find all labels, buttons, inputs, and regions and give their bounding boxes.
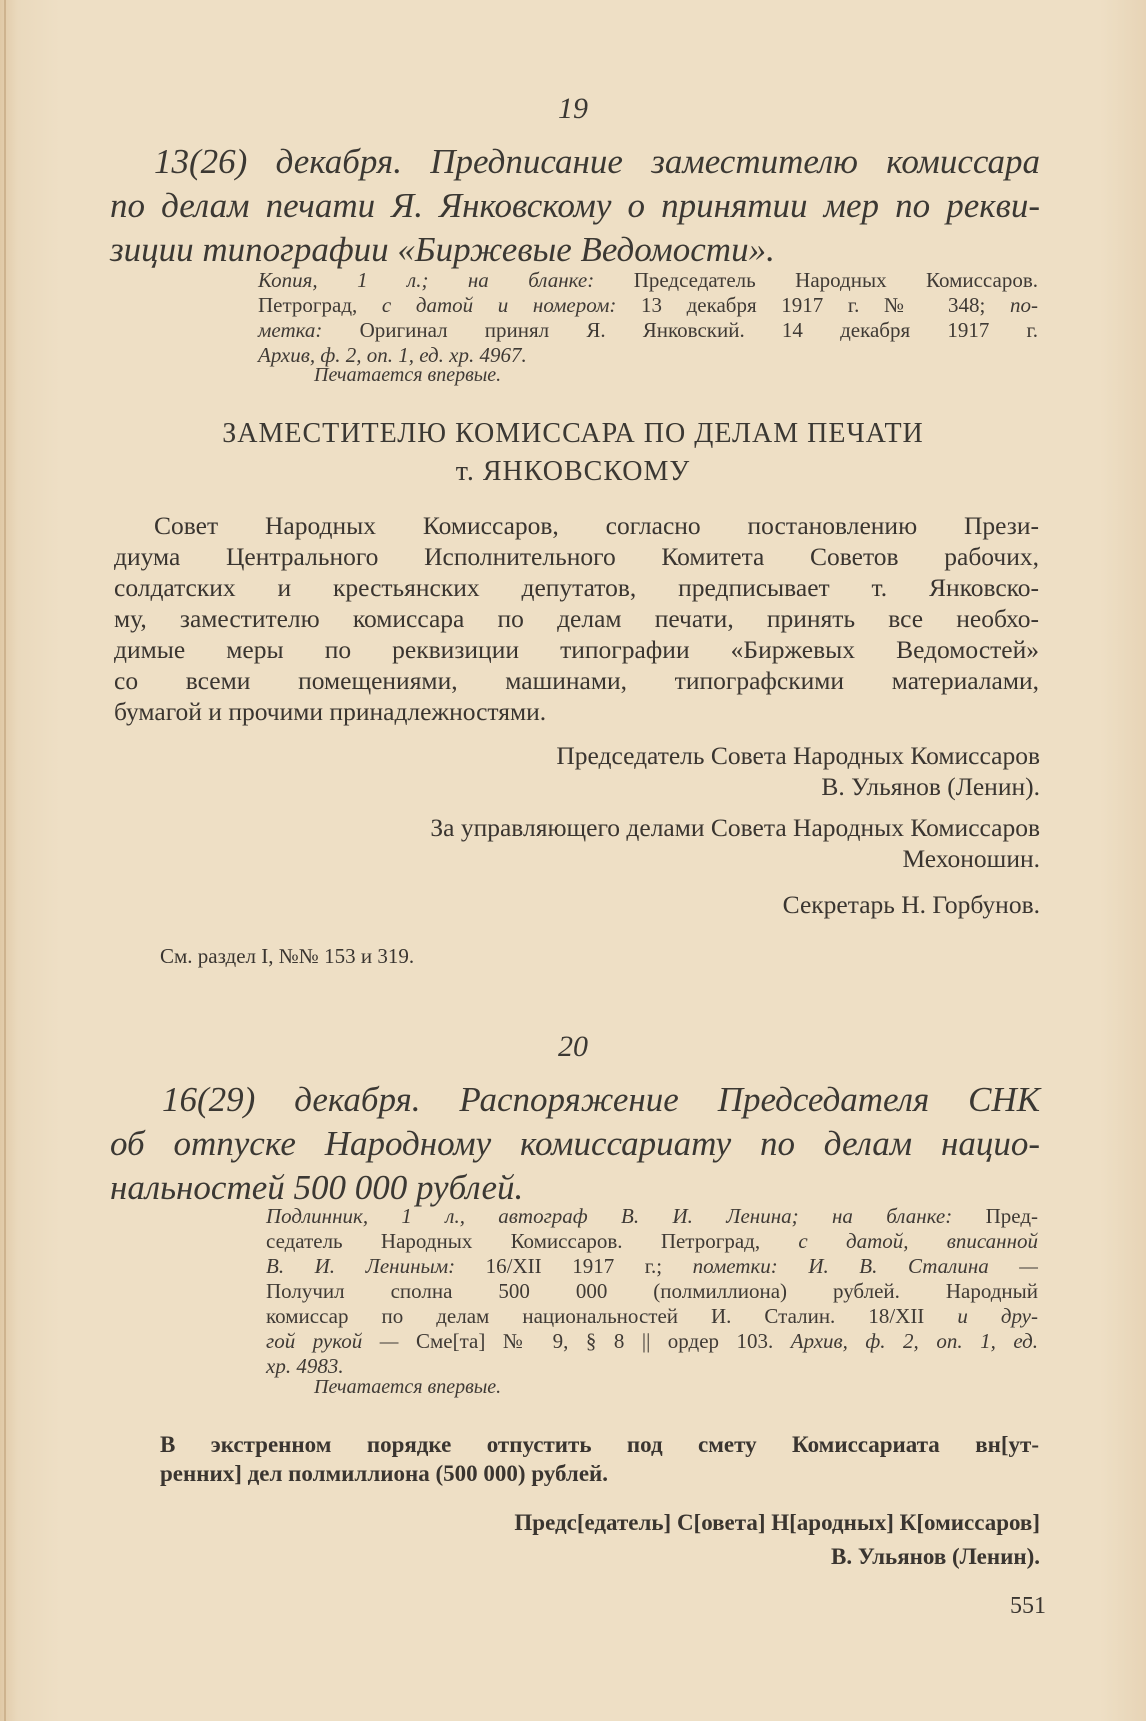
document-20-title	[110, 1078, 1040, 1210]
signature-chairman-doc20	[514, 1506, 1040, 1574]
archival-italic-run: по-	[1010, 293, 1039, 317]
document-19-title	[110, 140, 1040, 272]
body-line: со всеми помещениями, машинами, типографскими материалами,	[114, 666, 1039, 695]
archival-italic-run: гой рукой —	[266, 1329, 416, 1353]
document-20-printed-first: Печатается впервые.	[314, 1376, 502, 1398]
signature-title: За управляющего делами Совета Народных Комиссаров	[430, 813, 1040, 842]
title-line: об отпуске Народному комиссариату по делам нацио-	[110, 1124, 1040, 1163]
document-19-archival-note	[258, 268, 1038, 368]
archival-line	[266, 1304, 1038, 1329]
signature-manager	[430, 812, 1040, 874]
body-line: диума Центрального Исполнительного Комитета Советов рабочих,	[114, 542, 1039, 571]
signature-name: В. Ульянов (Ленин).	[821, 772, 1040, 801]
signature-secretary: Секретарь Н. Горбунов.	[782, 890, 1040, 919]
body-line: В экстренном порядке отпустить под смету Комиссариата вн[ут-	[160, 1432, 1039, 1457]
archival-italic-run: пометки: И. В. Сталина —	[692, 1254, 1038, 1278]
archival-line	[258, 268, 1038, 293]
signature-chairman	[556, 740, 1040, 802]
page-edge-shadow	[4, 0, 6, 1721]
signature-title: Председатель Совета Народных Комиссаров	[556, 741, 1040, 770]
body-line: бумагой и прочими принадлежностями.	[114, 697, 547, 726]
signature-name: Мехоношин.	[902, 844, 1040, 873]
document-20-body	[160, 1430, 1039, 1488]
body-line: солдатских и крестьянских депутатов, предписывает т. Янковско-	[114, 573, 1039, 602]
archival-run: комиссар по делам национальностей И. Сталин. 18/XII	[266, 1304, 958, 1328]
archival-run: Оригинал принял Я. Янковский. 14 декабря 1917 г.	[359, 318, 1039, 342]
archival-run: седатель Народных Комиссаров. Петроград,	[266, 1229, 799, 1253]
document-19-body	[114, 510, 1039, 727]
archival-run: Получил сполна 500 000 (полмиллиона) рублей. Народный	[266, 1279, 1038, 1303]
archival-italic-run: В. И. Лениным:	[266, 1254, 486, 1278]
archival-italic-run: с датой и номером:	[381, 293, 641, 317]
heading-line: т. ЯНКОВСКОМУ	[455, 456, 691, 487]
title-line: 16(29) декабря. Распоряжение Председателя СНК	[162, 1080, 1040, 1119]
archival-line	[258, 318, 1038, 343]
archival-line	[266, 1279, 1038, 1304]
document-20-archival-note	[266, 1204, 1038, 1379]
archival-run: Петроград,	[258, 293, 382, 317]
archival-line	[258, 293, 1038, 318]
archival-italic-run: хр. 4983.	[266, 1354, 344, 1378]
archival-italic-run: Архив, ф. 2, оп. 1, ед.	[790, 1329, 1038, 1353]
archival-run: Пред-	[985, 1204, 1038, 1228]
title-line: зиции типографии «Биржевые Ведомости».	[110, 230, 775, 269]
archival-run: 16/XII 1917 г.;	[485, 1254, 693, 1278]
signature-name: В. Ульянов (Ленин).	[831, 1544, 1040, 1569]
archival-run: 13 декабря 1917 г. № 348;	[640, 293, 1011, 317]
title-line: по делам печати Я. Янковскому о принятии мер по рекви-	[110, 186, 1040, 225]
archival-run: Сме[та] № 9, § 8 || ордер 103.	[415, 1329, 791, 1353]
archival-italic-run: метка:	[258, 318, 360, 342]
document-19-printed-first: Печатается впервые.	[314, 364, 502, 386]
see-also-reference: См. раздел I, №№ 153 и 319.	[160, 944, 415, 968]
archival-run: Председатель Народных Комиссаров.	[633, 268, 1038, 292]
archival-italic-run: Подлинник, 1 л., автограф В. И. Ленина; на бланке:	[266, 1204, 986, 1228]
archival-line	[266, 1329, 1038, 1354]
document-number-20: 20	[558, 1030, 588, 1063]
document-number-19: 19	[558, 92, 588, 125]
archival-line	[266, 1254, 1038, 1279]
title-line: 13(26) декабря. Предписание заместителю комиссара	[154, 142, 1040, 181]
title-line: нальностей 500 000 рублей.	[110, 1168, 524, 1207]
archival-italic-run: и дру-	[957, 1304, 1038, 1328]
archival-line	[266, 1204, 1038, 1229]
document-19-heading	[0, 415, 1146, 491]
archival-italic-run: с датой, вписанной	[798, 1229, 1038, 1253]
body-line: му, заместителю комиссара по делам печати, принять все необхо-	[114, 604, 1039, 633]
body-line: ренних] дел полмиллиона (500 000) рублей.	[160, 1461, 609, 1486]
page-number: 551	[1010, 1593, 1046, 1619]
signature-title: Предс[едатель] С[овета] Н[ародных] К[омиссаров]	[514, 1510, 1040, 1535]
archival-italic-run: Архив, ф. 2, оп. 1, ед. хр. 4967.	[258, 343, 527, 367]
body-line: Совет Народных Комиссаров, согласно постановлению Прези-	[154, 511, 1039, 540]
heading-line: ЗАМЕСТИТЕЛЮ КОМИССАРА ПО ДЕЛАМ ПЕЧАТИ	[222, 418, 924, 449]
archival-line	[266, 1229, 1038, 1254]
body-line: димые меры по реквизиции типографии «Биржевых Ведомостей»	[114, 635, 1039, 664]
archival-italic-run: Копия, 1 л.; на бланке:	[258, 268, 634, 292]
